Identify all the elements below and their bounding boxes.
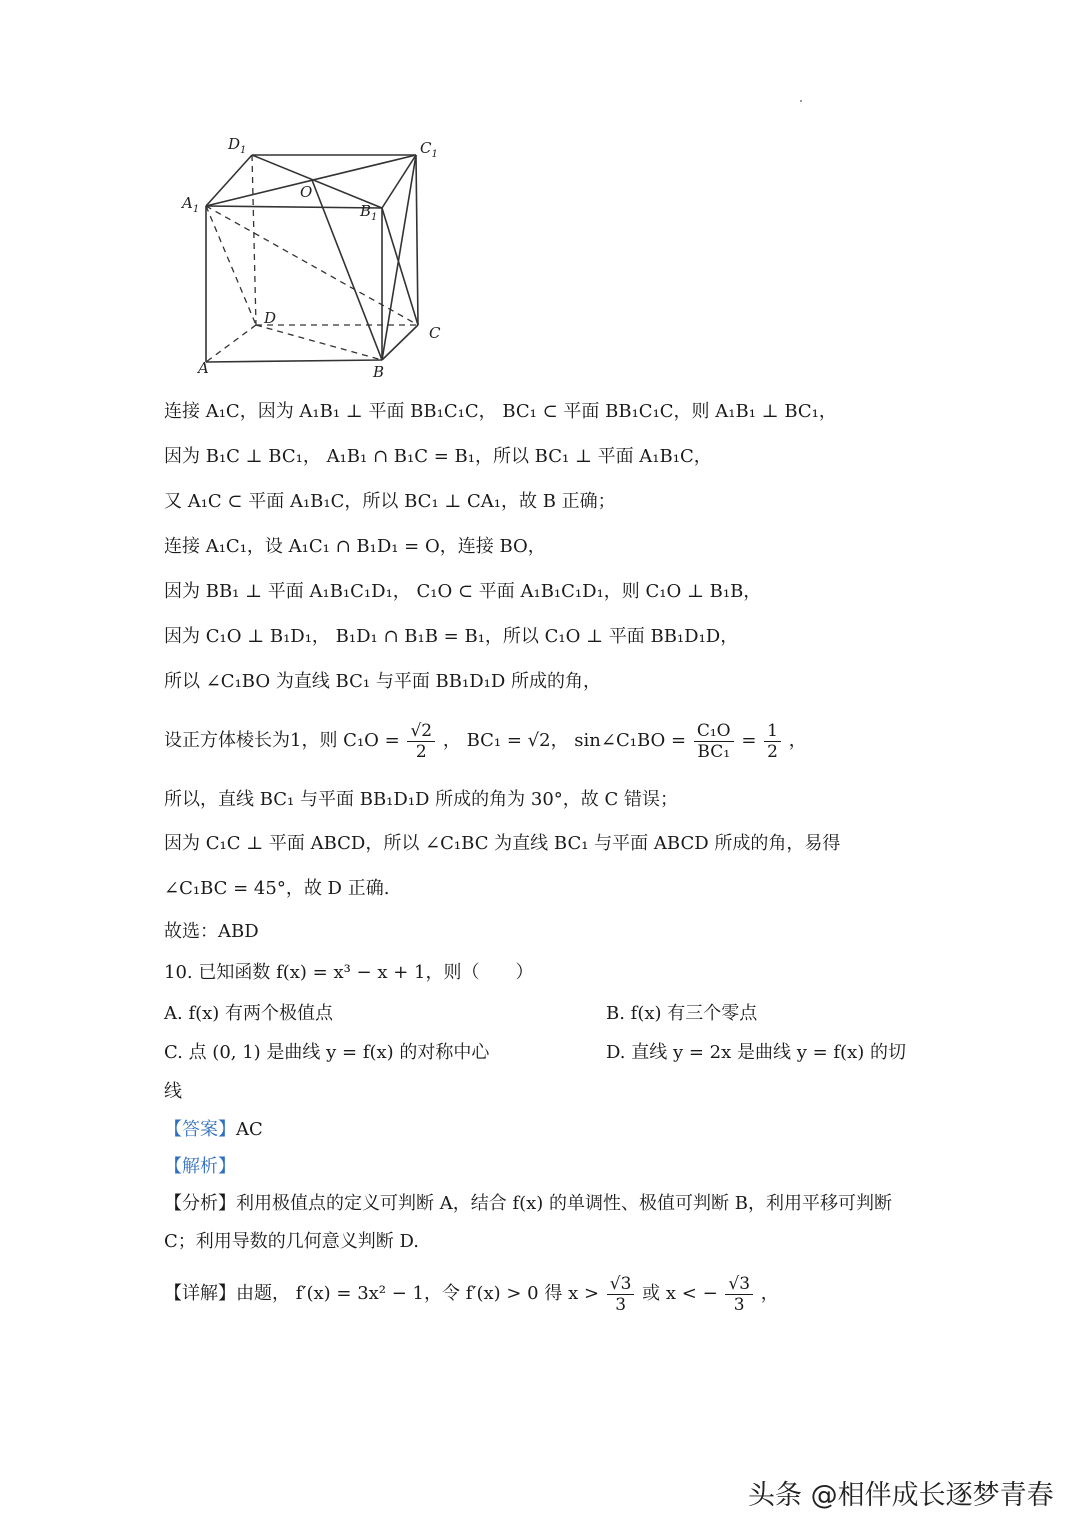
option-b: B. f(x) 有三个零点 (606, 1003, 758, 1024)
fenxi-text: 利用极值点的定义可判断 A，结合 f(x) 的单调性、极值可判断 B，利用平移可判断 (236, 1193, 892, 1214)
label-D: D (264, 309, 277, 327)
detail-post: ， (760, 1283, 779, 1304)
cube-figure (170, 128, 460, 380)
question-10-stem: 10. 已知函数 f(x) = x³ − x + 1，则（ ） (164, 962, 534, 983)
solution-line-12: 故选：ABD (164, 921, 259, 942)
line8-eq: = (741, 730, 757, 751)
fraction-root3-b: $\frac{√3}{3}$ (725, 1274, 753, 1315)
solution-line-8 (164, 717, 807, 765)
detail-mid: 或 x < − (642, 1283, 718, 1304)
answer-tag: 【答案】 (164, 1119, 236, 1140)
solution-line-10: 因为 C₁C ⊥ 平面 ABCD，所以 ∠C₁BC 为直线 BC₁ 与平面 ABCD 所成的角，易得 (164, 833, 841, 854)
cube-diagram (170, 128, 460, 380)
solution-line-9: 所以，直线 BC₁ 与平面 BB₁D₁D 所成的角为 30°，故 C 错误； (164, 789, 679, 810)
label-O: O (300, 183, 313, 201)
solution-line-4: 连接 A₁C₁，设 A₁C₁ ∩ B₁D₁ = O，连接 BO， (164, 536, 546, 557)
solution-line-6: 因为 C₁O ⊥ B₁D₁， B₁D₁ ∩ B₁B = B₁，所以 C₁O ⊥ 平面 BB₁D₁D， (164, 626, 739, 647)
label-D1: $D_1$ (228, 135, 247, 156)
watermark: 头条 @相伴成长逐梦青春 (748, 1480, 1054, 1511)
line8-pre: 设正方体棱长为1，则 C₁O = (164, 730, 400, 751)
option-d-continued: 线 (164, 1081, 182, 1102)
answer-line (164, 1118, 263, 1142)
label-C: C (429, 324, 441, 342)
speck (800, 100, 802, 102)
fraction-half: $\frac{1}{2}$ (764, 721, 781, 762)
fenxi-line-2: C；利用导数的几何意义判断 D. (164, 1231, 420, 1252)
solution-line-2: 因为 B₁C ⊥ BC₁， A₁B₁ ∩ B₁C = B₁，所以 BC₁ ⊥ 平面 A₁B₁C， (164, 446, 712, 467)
fenxi-tag: 【分析】 (164, 1193, 236, 1214)
solution-line-5: 因为 BB₁ ⊥ 平面 A₁B₁C₁D₁， C₁O ⊂ 平面 A₁B₁C₁D₁，则 C₁O ⊥ B₁B， (164, 581, 762, 602)
detail-line (164, 1270, 779, 1318)
fenxi-line-1 (164, 1192, 892, 1216)
fraction-root3-a: $\frac{√3}{3}$ (607, 1274, 635, 1315)
label-A1: $A_1$ (182, 194, 200, 215)
option-d: D. 直线 y = 2x 是曲线 y = f(x) 的切 (606, 1042, 906, 1063)
label-C1: $C_1$ (420, 139, 438, 160)
label-B: B (373, 363, 385, 380)
analysis-tag: 【解析】 (164, 1156, 236, 1177)
solution-line-7: 所以 ∠C₁BO 为直线 BC₁ 与平面 BB₁D₁D 所成的角， (164, 671, 602, 692)
answer-value: AC (236, 1119, 263, 1140)
fraction-sin: $\frac{\text{C₁O}}{\text{BC₁}}$ (694, 721, 734, 762)
solution-line-1: 连接 A₁C，因为 A₁B₁ ⊥ 平面 BB₁C₁C， BC₁ ⊂ 平面 BB₁C₁C，则 A₁B₁ ⊥ BC₁， (164, 401, 837, 422)
fraction-c1o: $\frac{√2}{2}$ (407, 721, 435, 762)
solution-line-11: ∠C₁BC = 45°，故 D 正确. (164, 878, 390, 899)
solution-line-3: 又 A₁C ⊂ 平面 A₁B₁C，所以 BC₁ ⊥ CA₁，故 B 正确； (164, 491, 616, 512)
option-c: C. 点 (0, 1) 是曲线 y = f(x) 的对称中心 (164, 1042, 490, 1063)
detail-tag: 【详解】 (164, 1283, 236, 1304)
line8-mid: ， BC₁ = √2， sin∠C₁BO = (442, 730, 687, 751)
label-B1: $B_1$ (360, 202, 378, 223)
line8-post: ， (788, 730, 807, 751)
label-A: A (198, 359, 209, 377)
detail-pre: 由题， f′(x) = 3x² − 1，令 f′(x) > 0 得 x > (236, 1283, 600, 1304)
option-a: A. f(x) 有两个极值点 (164, 1003, 334, 1024)
